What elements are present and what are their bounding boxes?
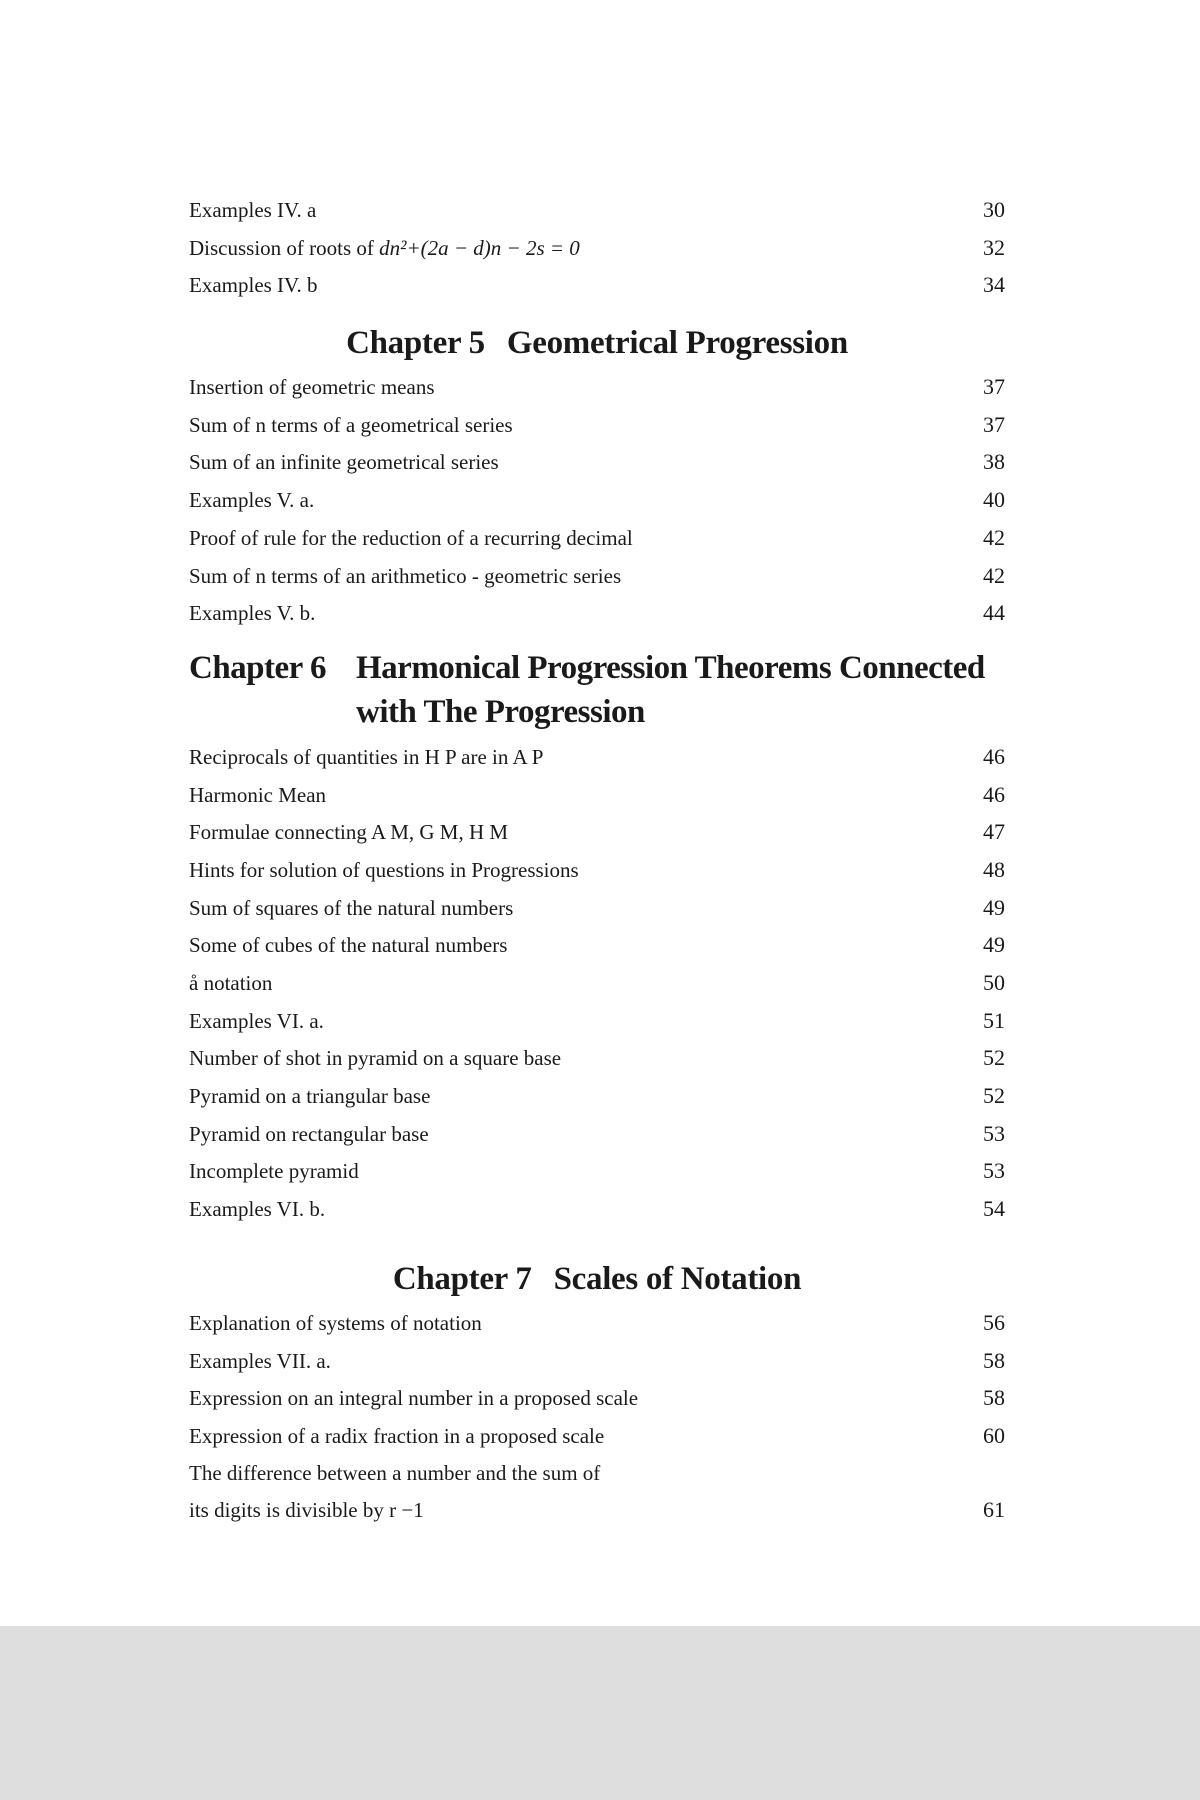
toc-entry-title [189,230,580,268]
toc-page-number: 58 [983,1385,1005,1411]
page-bottom-background [0,1626,1200,1800]
toc-row[interactable] [189,889,1005,927]
toc-page-number: 37 [983,411,1005,437]
toc-row[interactable] [189,557,1005,595]
toc-entry-title: Expression of a radix fraction in a proposed scale [189,1423,605,1448]
toc-entry-title: Examples VI. a. [189,1008,324,1033]
toc-page-number: 58 [983,1347,1005,1373]
toc-entry-title: Examples VII. a. [189,1348,331,1373]
toc-entry-title-prefix: Discussion of roots of [189,235,380,260]
toc-row[interactable] [189,519,1005,557]
toc-page-number: 49 [983,932,1005,958]
toc-row[interactable] [189,1491,1005,1529]
chapter-7-heading [189,1252,1005,1306]
chapter-6-heading [189,646,1005,734]
chapter-label: Chapter 5 [346,325,485,362]
toc-page-number: 49 [983,894,1005,920]
chapter-5-heading [189,316,1005,370]
toc-row[interactable] [189,1077,1005,1115]
chapter-title: Geometrical Progression [506,325,848,362]
toc-entry-title: Sum of n terms of a geometrical series [189,412,513,437]
chapter-label: Chapter 7 [392,1260,532,1297]
toc-page-number: 46 [983,781,1005,807]
toc-entry-title: Some of cubes of the natural numbers [189,933,508,958]
table-of-contents [189,191,1005,1528]
toc-row[interactable] [189,481,1005,519]
toc-page-number: 56 [983,1309,1005,1335]
toc-row[interactable] [189,776,1005,814]
toc-entry-title: Examples VI. b. [189,1197,326,1222]
toc-page-number: 52 [983,1045,1005,1071]
toc-row[interactable] [189,1115,1005,1153]
toc-entry-title: its digits is divisible by r −1 [189,1497,424,1522]
toc-entry-title: Proof of rule for the reduction of a recurring decimal [189,525,633,550]
toc-entry-title: The difference between a number and the sum of [189,1460,601,1485]
toc-entry-title: Pyramid on a triangular base [189,1084,431,1109]
toc-row[interactable] [189,1455,1005,1491]
toc-row[interactable] [189,443,1005,481]
toc-page-number: 53 [983,1120,1005,1146]
toc-row[interactable] [189,851,1005,889]
toc-page-number: 34 [983,272,1005,298]
chapter-title: Harmonical Progression Theorems Connected with The Progression [356,649,985,730]
toc-row[interactable] [189,813,1005,851]
toc-entry-title: Formulae connecting A M, G M, H M [189,820,509,845]
toc-entry-title: Expression on an integral number in a proposed scale [189,1386,639,1411]
toc-page-number: 50 [983,970,1005,995]
toc-page-number: 53 [983,1158,1005,1184]
toc-row[interactable] [189,266,1005,304]
toc-entry-title: Examples V. b. [189,601,316,626]
toc-entry-title: Sum of squares of the natural numbers [189,895,514,920]
toc-page-number: 37 [983,374,1005,400]
toc-entry-title: Insertion of geometric means [189,375,435,400]
toc-entry-formula: dn²+(2a − d)n − 2s = 0 [379,235,580,260]
toc-row[interactable] [189,738,1005,776]
toc-page-number: 51 [983,1007,1005,1033]
chapter-title: Scales of Notation [553,1260,802,1297]
toc-entry-title: å notation [189,971,273,995]
chapter-7-entries [189,1304,1005,1528]
chapter-label: Chapter 6 [189,649,326,686]
toc-page-number: 44 [983,600,1005,626]
toc-row[interactable] [189,1417,1005,1455]
toc-entry-title: Sum of n terms of an arithmetico - geometric series [189,563,622,588]
toc-page-number: 46 [983,743,1005,769]
toc-row[interactable] [189,191,1005,229]
toc-page-number: 60 [983,1422,1005,1448]
toc-row[interactable] [189,594,1005,632]
toc-entry-title: Pyramid on rectangular base [189,1121,429,1146]
toc-row[interactable] [189,1379,1005,1417]
toc-entry-title: Harmonic Mean [189,782,327,807]
chapter-6-entries [189,738,1005,1228]
toc-entry-title: Incomplete pyramid [189,1159,359,1184]
toc-entry-title: Number of shot in pyramid on a square base [189,1046,562,1071]
toc-entry-title: Sum of an infinite geometrical series [189,450,499,475]
toc-entry-title: Explanation of systems of notation [189,1310,482,1335]
toc-row[interactable] [189,1002,1005,1040]
toc-row[interactable] [189,1152,1005,1190]
toc-entry-title: Examples IV. b [189,273,318,298]
toc-page-number: 38 [983,449,1005,475]
toc-row[interactable] [189,406,1005,444]
toc-row[interactable] [189,229,1005,267]
toc-entry-title: Hints for solution of questions in Progressions [189,857,579,882]
toc-row[interactable] [189,1190,1005,1228]
toc-row[interactable] [189,926,1005,964]
toc-page-number: 32 [983,234,1005,260]
toc-entry-title: Examples V. a. [189,488,315,513]
toc-page-number: 30 [983,197,1005,222]
toc-page-number: 42 [983,562,1005,588]
chapter-5-entries [189,368,1005,632]
toc-row[interactable] [189,1039,1005,1077]
toc-row[interactable] [189,1342,1005,1380]
toc-page-number: 54 [983,1196,1005,1222]
toc-entry-title: Examples IV. a [189,198,317,222]
toc-row[interactable] [189,1304,1005,1342]
toc-page-number: 52 [983,1083,1005,1109]
toc-page-number: 47 [983,819,1005,845]
toc-page-number: 48 [983,856,1005,882]
toc-page-number: 42 [983,524,1005,550]
toc-entry-title: Reciprocals of quantities in H P are in A P [189,744,544,769]
toc-page-number: 40 [983,487,1005,513]
toc-page-number: 61 [983,1496,1005,1522]
toc-row[interactable] [189,964,1005,1002]
toc-row[interactable] [189,368,1005,406]
